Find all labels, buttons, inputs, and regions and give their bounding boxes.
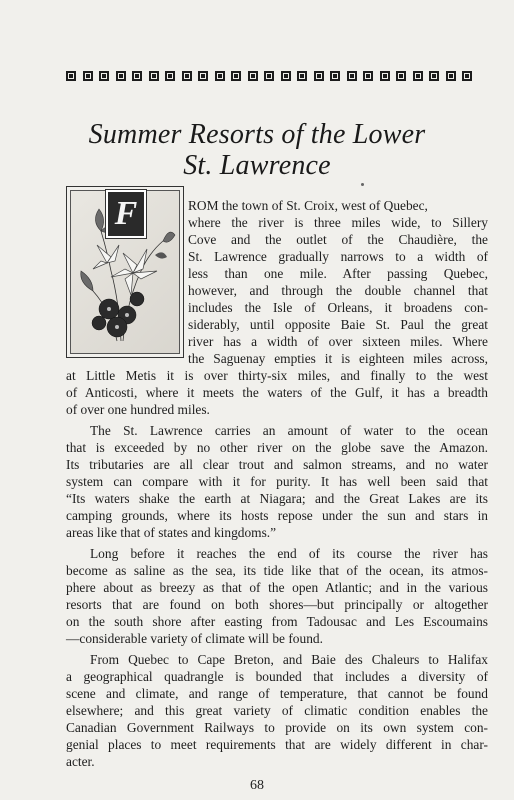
border-square <box>347 71 357 81</box>
text-line: genial places to meet requirements that are widely different in char- <box>66 737 488 752</box>
text-line: that is exceeded by no other river on the globe save the Amazon. <box>66 440 488 455</box>
chapter-title-line-2: St. Lawrence <box>183 150 331 181</box>
text-line: Its tributaries are all clear trout and salmon streams, and no water <box>66 457 488 472</box>
border-square <box>446 71 456 81</box>
border-square <box>429 71 439 81</box>
border-square <box>165 71 175 81</box>
text-line: Long before it reaches the end of its course the river has <box>90 546 488 561</box>
border-square <box>248 71 258 81</box>
text-line: acter. <box>66 754 95 769</box>
text-line: at Little Metis it is over thirty-six miles, and finally to the west <box>66 368 488 383</box>
text-line: From Quebec to Cape Breton, and Baie des Chaleurs to Halifax <box>90 652 488 667</box>
border-square <box>116 71 126 81</box>
text-fragment: the town of St. Croix, west of Quebec, <box>221 198 428 213</box>
border-square <box>297 71 307 81</box>
print-speck <box>361 183 364 186</box>
text-line: elsewhere; and this great variety of climatic condition enables the <box>66 703 488 718</box>
text-line: less than one mile. After passing Quebec, <box>188 266 488 281</box>
border-square <box>413 71 423 81</box>
text-line: The St. Lawrence carries an amount of water to the ocean <box>90 423 488 438</box>
text-line: resorts that are found on both shores—but principally or altogether <box>66 597 488 612</box>
text-line: siderably, until opposite Baie St. Paul the great <box>188 317 488 332</box>
page-number: 68 <box>250 778 264 793</box>
border-square <box>132 71 142 81</box>
border-square <box>66 71 76 81</box>
border-square <box>264 71 274 81</box>
border-square <box>380 71 390 81</box>
chapter-title-line-1: Summer Resorts of the Lower <box>88 119 426 150</box>
border-square <box>83 71 93 81</box>
border-square <box>314 71 324 81</box>
text-line: where the river is three miles wide, to Sillery <box>188 215 488 230</box>
first-word-rest: ROM <box>188 198 219 213</box>
drop-cap <box>106 190 146 238</box>
text-line: the Saguenay empties it is eighteen miles across, <box>188 351 488 366</box>
border-square <box>363 71 373 81</box>
border-square <box>99 71 109 81</box>
border-square <box>215 71 225 81</box>
text-line: on the south shore after easting from Tadousac and Les Escoumains <box>66 614 488 629</box>
border-square <box>396 71 406 81</box>
text-line: however, and through the double channel that <box>188 283 488 298</box>
border-square <box>231 71 241 81</box>
text-line: Canadian Government Railways to provide on its own system con- <box>66 720 488 735</box>
text-line: camping grounds, where its hosts repose under the sun and stars in <box>66 508 488 523</box>
text-line: of over one hundred miles. <box>66 402 210 417</box>
text-line: system can compare with it for purity. It has well been said that <box>66 474 488 489</box>
text-line: a geographical quadrangle is bounded that includes a diversity of <box>66 669 488 684</box>
text-line <box>188 198 488 215</box>
text-line: includes the Isle of Orleans, it broadens con- <box>188 300 488 315</box>
text-line: phere about as breezy as that of the open Atlantic; and in the various <box>66 580 488 595</box>
text-line: —considerable variety of climate will be found. <box>66 631 323 646</box>
border-square <box>198 71 208 81</box>
text-line: become as saline as the sea, its tide like that of the ocean, its atmos- <box>66 563 488 578</box>
text-line: “Its waters shake the earth at Niagara; and the Great Lakes are its <box>66 491 488 506</box>
decorative-border <box>66 69 472 83</box>
border-square <box>281 71 291 81</box>
border-square <box>182 71 192 81</box>
text-line: scene and climate, and range of temperature, that cannot be found <box>66 686 488 701</box>
border-square <box>149 71 159 81</box>
drop-cap-letter: F <box>114 195 138 232</box>
text-line: areas like that of states and kingdoms.” <box>66 525 277 540</box>
text-line: St. Lawrence gradually narrows to a width of <box>188 249 488 264</box>
border-square <box>330 71 340 81</box>
text-line: of Anticosti, where it meets the waters of the Gulf, it has a breadth <box>66 385 488 400</box>
text-line: Cove and the outlet of the Chaudière, the <box>188 232 488 247</box>
text-line: river has a width of over sixteen miles. Where <box>188 334 488 349</box>
border-square <box>462 71 472 81</box>
